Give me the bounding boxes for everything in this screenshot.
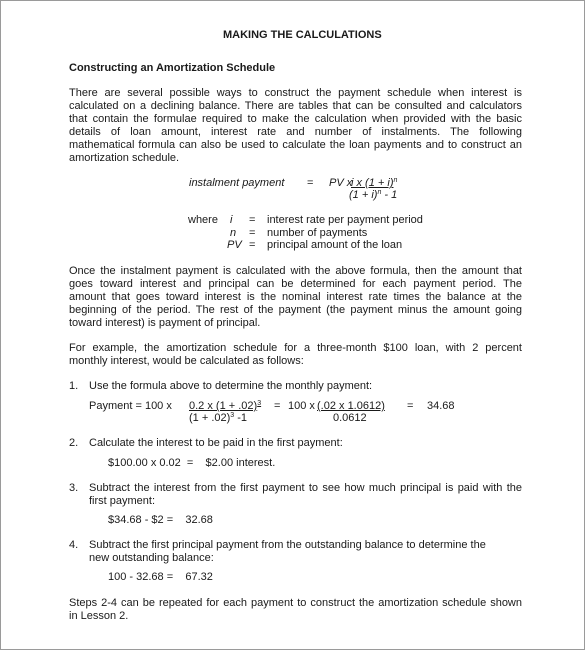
- intro-line: amortization schedule.: [69, 152, 180, 164]
- step-text: Calculate the interest to be paid in the first payment:: [89, 437, 343, 449]
- payment-result: 34.68: [427, 400, 455, 412]
- step-text: Use the formula above to determine the monthly payment:: [89, 380, 373, 392]
- closing-paragraph: [69, 597, 522, 623]
- intro-line: that contain the formulae required to make the calculation when provided with the basic: [69, 113, 522, 125]
- formula-lhs: PV x: [329, 177, 353, 189]
- paragraph-line: For example, the amortization schedule for a three-month $100 loan, with 2 percent: [69, 342, 522, 354]
- paragraph-line: beginning of the period. The rest of the payment (the payment minus the amount going: [69, 304, 522, 316]
- payment-equals: =: [274, 400, 281, 412]
- intro-line: calculated on a declining balance. There are tables that can be consulted and calculators: [69, 100, 522, 112]
- paragraph-line: amount that goes toward interest is the nominal interest rate times the balance at the: [69, 291, 522, 303]
- paragraph-line: toward interest) is payment of principal.: [69, 317, 261, 329]
- paragraph-line: goes toward interest and principal can be determined for each payment period. The: [69, 278, 522, 290]
- definition-equals: =: [249, 227, 256, 239]
- step-calculation: $100.00 x 0.02 = $2.00 interest.: [108, 457, 276, 469]
- intro-line: mathematical formula can also be used to calculate the loan payments and to construct an: [69, 139, 522, 151]
- explanation-paragraph: [69, 265, 522, 330]
- payment-numerator: 0.2 x $(1 + .02)^3$: [189, 400, 262, 412]
- definition-equals: =: [249, 239, 256, 251]
- definition-text: number of payments: [267, 227, 368, 239]
- intro-line: details of loan amount, interest rate and number of instalments. The following: [69, 126, 522, 138]
- step-text: new outstanding balance:: [89, 552, 214, 564]
- formula-denominator: $(1 + i)^n - 1$: [349, 189, 398, 201]
- step-number: 1.: [69, 380, 79, 392]
- step-text: Subtract the interest from the first payment to see how much principal is paid with the first payment:: [89, 482, 522, 507]
- definition-symbol: PV: [227, 239, 242, 251]
- formula-equals: =: [307, 177, 314, 189]
- payment-mid: 100 x: [288, 400, 315, 412]
- step-number: 3.: [69, 482, 79, 494]
- formula-label: instalment payment: [189, 177, 285, 189]
- definition-symbol: n: [230, 227, 237, 239]
- section-heading: Constructing an Amortization Schedule: [69, 62, 276, 74]
- paragraph-line: Once the instalment payment is calculated with the above formula, then the amount that: [69, 265, 522, 277]
- definition-symbol: i: [230, 214, 233, 226]
- definition-equals: =: [249, 214, 256, 226]
- formula-numerator: i x $(1 + i)^n$: [351, 177, 398, 189]
- definition-text: principal amount of the loan: [267, 239, 403, 251]
- definitions-where: where: [188, 214, 218, 226]
- intro-line: There are several possible ways to construct the payment schedule when interest is: [69, 87, 522, 99]
- step-calculation: 100 - 32.68 = 67.32: [108, 571, 213, 583]
- definition-text: interest rate per payment period: [267, 214, 423, 226]
- payment-denominator: $(1 + .02)^3$ -1: [189, 412, 248, 424]
- paragraph-line: Steps 2-4 can be repeated for each payment to construct the amortization schedule shown: [69, 597, 522, 609]
- payment-numerator-2: (.02 x 1.0612): [317, 400, 385, 412]
- step-calculation: $34.68 - $2 = 32.68: [108, 514, 213, 526]
- paragraph-line: in Lesson 2.: [69, 610, 129, 622]
- payment-denominator-2: 0.0612: [333, 412, 367, 424]
- intro-paragraph: [69, 87, 522, 165]
- step-number: 4.: [69, 539, 79, 551]
- example-paragraph: [69, 342, 522, 368]
- step-number: 2.: [69, 437, 79, 449]
- payment-label: Payment = 100 x: [89, 400, 172, 412]
- step-text: Subtract the first principal payment from the outstanding balance to determine the: [89, 539, 486, 551]
- payment-equals-2: =: [407, 400, 414, 412]
- page-title: MAKING THE CALCULATIONS: [223, 29, 382, 41]
- paragraph-line: monthly interest, would be calculated as follows:: [69, 355, 304, 367]
